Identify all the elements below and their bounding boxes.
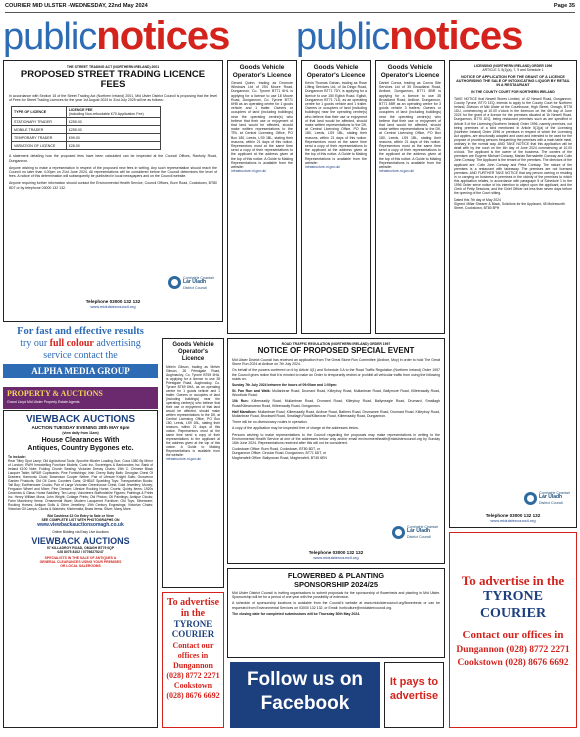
brand: TYRONE COURIER	[479, 589, 547, 621]
fees-table	[11, 106, 161, 150]
goods-vehicle-notice: Goods Vehicle Operator's Licence Melvin Gibson, trading as Melvin Gibson, 28 Priestgate Road, Aughnacloy, Co. Tyrone BT69 6HA, is applying for a licence to use 28 Priestgate Road, Aughnacloy, Co. Tyrone BT69 6HA, as an operating centre for 1 goods vehicle and 1 trailer. Owners or occupiers of land (including buildings) near the operating centre(s) who believe that their use or enjoyment of that land would be affected, should make written representations to the DfI, at Central Licensing Office, PO Box 180, Leeds, LS9 1BL, stating their reasons, within 21 days of this notice. Representors must at the same time send a copy of their representations to the applicant at the address given at the top of this notice. A Guide to Making Representations is available from the website: infrastructure-ni.gov.uk/	[162, 338, 224, 588]
masthead-left: public notices	[3, 14, 230, 58]
website-link[interactable]: infrastructure-ni.gov.uk/	[379, 169, 415, 174]
phone: Telephone 03000 132 132	[85, 299, 141, 304]
masthead-right: public notices	[296, 14, 523, 58]
phone: Telephone 03000 132 132	[308, 550, 364, 555]
notice-title: NOTICE OF PROPOSED SPECIAL EVENT	[257, 346, 415, 355]
viewback-auction-ad: VIEWBACK AUCTIONS AUCTION TUESDAY EVENING 28th MAY 6pm (view daily from 11am) House Clearances With Antiques, Country Bygones etc. To include: Rear Tilley Spot Lamp; Old Agricultural Tools; Spoothe Mizzler Loading Gun; Coca 1080 By Mirror of London; RWH Inmodelling Furniture Models; Curio Inc. Sovereigns & Bankonotes Inc. Bank of Ireland £100 Note; Folding Church Seating; Victorian Dressy Chairs; 19th C. Chinese Black Lacquer Table; WR&R Cupboards; Pine Furnishings; Irish Cherry Baby Bath; Georgian Chest Of Drawers; Harmonic Clock; Bowenson Cooper Settee, Pair of Lifesize Knight Suits; Grosvenor Garden Products; Old Oil Cans; Counters Cans; GHIBLE Sparkling Toys; Transportation Books; Tall Boy; Earthenware Crocks; Pair of Large Victorian Greenhouse Chest; Gold Jewellery; Money; Ferguson Wheel and Mixer; Pine Dresser; Lifesize Rocking Horse; Cruets; Quirky Items; 1920s Ceramics & Glass; Horse Saddlery; Ten Lamp; Volunteers Staffordshire Figures; Paintings & Prints Inc. Henry William Moss; John Wright; Cottage Prints; Old Photos; Oil Paintings; Antique Clocks; Farm Machinery Items; Ornamental Ware; Modern Lacquered Furniture; Old Toys; Silverware; Rocking Horses; Antique Dolls & Other Jewellery; 19th Century Engravings; Victorian Chairs; Victorian Oil Lamps; Clocks & Watches; Kitchenalia; Brass Items; Silver; Many More. Bid Cashless £2 On Entry to Sale or View SEE COMPLETE LIST WITH PHOTOGRAPHS ON www.viewbackauctionsomagh.co.uk Online Bidding via Easy Live Auctions VIEWBACK AUCTIONS 57 KILLADROY ROAD, OMAGH BT79 0QP 028 8075 8102 / 07766275247 SPECIALISTS IN THE SALE OF ANTIQUES & GENERAL CLEARANCES USING YOUR PREMISES OR LOCAL SALEROOMS	[3, 410, 158, 728]
website-link[interactable]: www.viewbackauctionsomagh.co.uk	[37, 521, 124, 528]
page-number: Page 35	[553, 3, 575, 9]
paragraph: A statement detailing how the proposed fees have been calculated can be inspected at the Council Offices, Ranfurly Road, Dungannon.	[9, 154, 217, 163]
table-row: STATIONARY TRADER £255.00	[12, 118, 161, 126]
website-link[interactable]: infrastructure-ni.gov.uk/	[231, 169, 267, 174]
facebook-ad[interactable]: Follow us on Facebook	[230, 662, 380, 728]
banner: ALPHA MEDIA GROUP	[3, 364, 158, 378]
table-row: TEMPORARY TRADER £99.00	[12, 134, 161, 142]
page-header	[5, 3, 575, 13]
website-link[interactable]: infrastructure-ni.gov.uk/	[166, 457, 202, 461]
property-auctions-banner: PROPERTY & AUCTIONS Grand Lloyd Mid Ulster Property Estate Agents	[3, 387, 158, 409]
notice-title: Goods Vehicle Operator's Licence	[306, 64, 366, 79]
tyrone-courier-ad: To advertise in the TYRONE COURIER Contact our offices in Dungannon (028) 8772 2271 Cookstown (028) 8676 6692	[162, 592, 224, 728]
website-link[interactable]: infrastructure-ni.gov.uk/	[305, 165, 341, 170]
paragraph: Anyone requiring further information should contact the Environmental Health Service, Council Offices, Burn Road, Cookstown, BT80 8DT or by telephone 03000 132 132.	[9, 181, 217, 190]
notice-title: PROPOSED STREET TRADING LICENCE FEES	[20, 69, 206, 90]
notice-title: Goods Vehicle Operator's Licence	[232, 64, 292, 79]
intro-text: In accordance with Section 15 of the Street Trading Act (Northern Ireland) 2001, Mid Ulster District Council is proposing that the level of Fees for Street Trading Licences for the year 1st August 2024 to 31st July 2025 will be as follows:	[9, 94, 217, 103]
website-link[interactable]: www.midulstercouncil.org	[490, 518, 536, 523]
table-row: VARIATION OF LICENCE £28.00	[12, 142, 161, 150]
road-traffic-notice: ROAD TRAFFIC REGULATION (NORTHERN IRELAND) ORDER 1997 NOTICE OF PROPOSED SPECIAL EVENT Mid Ulster District Council has received an application from The Great Stone Run Committee (Ardboe, Moy) in order to hold The Great Stone Run 2024 at Ardboe on 7th July 2024. On behalf of the powers conferred on it by Article 4(1) and Schedule 3 A to the Road Traffic Regulation (Northern Ireland) Order 1997 the Council gives notice that it is minded to make an Order to temporarily restrict or prohibit all vehicular traffic from using the following roads on: Sunday 7th July 2024 between the hours of 09:00am and 1:00pm: St. Fan Run and Walk: Mullanbrae Road, Drumard Road, Killeyboy Road, Mullanbrae Road, Ballymore Road, Killeeraadly Road, Woodlock Road. 10k Run: Killeeraadly Road, Mullanbrae Road, Drumard Road, Killeyboy Road, Ballyneagle Road, Drumard, Smallagh Road/Killeanorean Road, Killeeraadly Road, Dungannon. Half Marathon: Mullanbrae Road, Killeeraadly Road, Ardboe Road, Bathers Road, Drumanee Road, Drumard Road, Killeyboy Road, Mullanbrae Road, Brockwell Road, Smallagh Road/Kilkeoran Road, Killeeraadly Road, Dungannon. There will be no diversionary routes in operation. A copy of the application may be inspected free of charge at the addresses below. Persons wishing to make representations to the Council regarding the proposals may make representations in writing to the Environmental Health Service at one of the addresses below only and/or email environmenthealth@midulstercouncil.org by Sunday 16th June 2024. Representations received after this will not be considered. Cookstown Office: Burn Road, Cookstown, BT80 8DT, or Dungannon Office: Circular Road, Dungannon, BT71 6DT, or Magherafelt Office: Ballyronan Road, Magherafelt, BT45 6EN Comhairle Ceantair Lár Uladh District Council Telephone 03000 132 132 www.midulstercouncil.org	[227, 338, 445, 564]
goods-vehicle-notice: Goods Vehicle Operator's Licence Gerard Quinn, trading as Dromore Windows Ltd of 254 Moore Road, Dungannon, Co. Tyrone BT71 6HL is applying for a licence to use 18 Moore Road, Dungannon, Co. Tyrone BT71 6HB as an operating centre for 1 goods vehicle and 1 trailer. Owners or occupiers of land (including buildings) near the operating centre(s) who believe that their use or enjoyment of that land would be affected, should make written representations to the TRL at Central Licensing Office, PO Box 180, Leeds, LS9 1BL, stating their reasons, within 21 days of this notice. Representors must at the same time send a copy of their representations to the applicant at the address given at the top of this notice. A Guide to Making Representations is available from the website: infrastructure-ni.gov.uk/	[227, 60, 297, 334]
goods-vehicle-notice: Goods Vehicle Operator's Licence Kevin Thomas Gahan, trading as Rose Lifting Services Ltd, of 4a Dingo Road, Dungannon BT71 7DY, is applying for a licence to use 150 Eglish Road, Eglish, Dungannon BT71 7LD, as an operating centre for 1 goods vehicle and 1 trailer. Owners or occupiers of land (including buildings) near the operating centre(s) who believe that their use or enjoyment of that land would be affected, should make written representations to the DfI, at Central Licensing Office, PO Box 180, Leeds, LS9 1BL, stating their reasons, within 21 days of this notice. Representors must at the same time send a copy of their representations to the applicant at the address given at the top of this notice. A Guide to Making Representations is available from the website: infrastructure-ni.gov.uk/	[301, 60, 371, 334]
council-logo-icon	[392, 526, 405, 539]
brand: TYRONE COURIER	[171, 619, 215, 639]
notice-title: Goods Vehicle Operator's Licence	[380, 64, 440, 79]
tyrone-courier-ad: To advertise in the TYRONE COURIER Contact our offices in Dungannon (028) 8772 2271 Cookstown (028) 8676 6692	[449, 532, 577, 728]
header-left: COURIER MID ULSTER -WEDNESDAY, 22nd May 2024	[5, 3, 148, 9]
council-logo-icon	[524, 492, 537, 505]
fast-results-ad: For fast and effective results try our full colour advertising service contact the ALPHA MEDIA GROUP	[3, 326, 158, 384]
item-list: Rear Tilley Spot Lamp; Old Agricultural Tools; Spoothe Mizzler Loading Gun; Coca 1080 By Mirror of London; RWH Inmodelling Furniture Models; Curio Inc. Sovereigns & Bankonotes Inc. Bank of Ireland £100 Note; Folding Church Seating; Victorian Dressy Chairs; 19th C. Chinese Black Lacquer Table; WR&R Cupboards; Pine Furnishings; Irish Cherry Baby Bath; Georgian Chest Of Drawers; Harmonic Clock; Bowenson Cooper Settee, Pair of Lifesize Knight Suits; Grosvenor Garden Products; Old Oil Cans; Counters Cans; GHIBLE Sparkling Toys; Transportation Books; Tall Boy; Earthenware Crocks; Pair of Large Victorian Greenhouse Chest; Gold Jewellery; Money; Ferguson Wheel and Mixer; Pine Dresser; Lifesize Rocking Horse; Cruets; Quirky Items; 1920s Ceramics & Glass; Horse Saddlery; Ten Lamp; Volunteers Staffordshire Figures; Paintings & Prints Inc. Henry William Moss; John Wright; Cottage Prints; Old Photos; Oil Paintings; Antique Clocks; Farm Machinery Items; Ornamental Ware; Modern Lacquered Furniture; Old Toys; Silverware; Rocking Horses; Antique Dolls & Other Jewellery; 19th Century Engravings; Victorian Chairs; Victorian Oil Lamps; Clocks & Watches; Kitchenalia; Brass Items; Silver; Many More.	[8, 458, 153, 511]
paragraph: Anyone wishing to make a representation in respect of the proposed new fees in writing. Any such representation should reach the Council no later than 4.00pm on 21st June 2024. All representations will be considered before the Council determines the level of fees. A notice of this determination will subsequently be published in local newspapers and on the Council website.	[9, 165, 217, 179]
auction-title: VIEWBACK AUCTIONS	[25, 414, 136, 425]
table-header: TYPE OF LICENCE LICENCE FEE (including Non-refundable £70 Application Fee)	[12, 107, 161, 118]
goods-vehicle-notice: Goods Vehicle Operator's Licence Daniel Conva, trading as Conva Site Services Ltd of 35 Broadland Road, Ardboe, Dungannon, BT71 5BR is applying for a licence to use 35 Broadland Road, Ardboe, Dungannon, BT71 5BR as an operating centre for 3 goods vehicle 3 trailers. Owners or occupiers of land (including buildings) near the operating centre(s) who believe that their use or enjoyment of that land would be affected, should make written representations to the DfI, at Central Licensing Office, PO Box 180, Leeds, LS9 1BL, stating their reasons, within 21 days of this notice. Representors must at the same time send a copy of their representations to the applicant at the address given at the top of this notice. A Guide to Making Representations is available from the website: infrastructure-ni.gov.uk/	[375, 60, 445, 334]
phone: Telephone 03000 132 132	[485, 513, 541, 518]
pays-to-advertise-ad: It pays to advertise	[384, 662, 444, 728]
notice-title: NOTICE OF APPLICATION FOR THE GRANT OF A LICENCE AUTHORISING THE SALE OF INTOXICATING LIQUOR BY RETAIL IN A RESTAURANT	[456, 75, 570, 87]
council-logo: Comhairle Ceantair Lár Uladh District Council	[392, 525, 438, 539]
council-logo: Comhairle Ceantair Lár Uladh District Council	[524, 491, 570, 505]
street-trading-notice	[3, 60, 223, 322]
website-link[interactable]: www.midulstercouncil.org	[313, 555, 359, 560]
council-logo: Comhairle Ceantair Lár Uladh District Council	[168, 276, 214, 290]
table-row: MOBILE TRADER £255.00	[12, 126, 161, 134]
council-logo-icon	[168, 276, 181, 289]
act-title: THE STREET TRADING ACT (NORTHERN IRELAND) 2001	[66, 65, 160, 69]
notice-title: Goods Vehicle Operator's Licence	[172, 342, 214, 362]
licensing-notice: LICENSING (NORTHERN IRELAND) ORDER 1996 ARTICLE 3, 5(1)(a), 7, 9 and Schedule 1 NOTICE OF APPLICATION FOR THE GRANT OF A LICENCE AUTHORISING THE SALE OF INTOXICATING LIQUOR BY RETAIL IN A RESTAURANT IN THE COUNTY COURT FOR NORTHERN IRELAND TAKE NOTICE that Newell Stores Limited, of 42 Newell Road, Dungannon, County Tyrone, BT70 1EQ, intends to apply to the County Court for Northern Ireland, Division of Mid Ulster at the Courthouse, High Street, Omagh, BT78 1DU, commencing at 10.00 o'clock in the forenoon on the 4th day of June 2024 for the grant of a licence for the premises situated at 1b Newell Road, Dungannon, BT70 1EQ, being restaurant premises such as are specified in Article 5 of the Licensing (Northern Ireland) Order 1996, namely premises, not being premises of a kind mentioned in Article 5(1)(a) of the Licensing (Northern Ireland) Order 1996 or premises in respect of which the Licensing Act applies, are structurally adapted and used and intended to be used for the purpose of providing persons frequenting the premises with a main table meal, ordinary in the normal way. AND TAKE NOTICE that this application will be dealt with by the court on the 4th day of June 2024 commencing at 10.00 o'clock. The applicant is the owner of the business. The owners of the premises are Eugene Michael Conway, Marian Bernadette Conway and Colin John Conway. The Applicant is the tenant of the premises. The directors of the applicant are: Colin John Conway and Petra Conway. The nature of the premises is a restaurant with takeaway. The premises are not licensed premises. AND FURTHER TAKE NOTICE that any person owning or residing in or carrying on business in premises in the vicinity of the premises to which this application relates, in accordance with paragraph 5 of Schedule 1 to the 1996 Order serve notice of his intention to object upon the applicant, and the Clerk of Petty Sessions, and the Chief Officer not less than seven days before the opening of the Court sitting. Dated this 7th day of May 2024 Signed: Millar Shearer & Black, Solicitors for the Applicant, 48 Molesworth Street, Cookstown, BT80 8PH Comhairle Ceantair Lár Uladh District Council Telephone 03000 132 132 www.midulstercouncil.org	[449, 60, 577, 528]
website-link[interactable]: www.midulstercouncil.org	[90, 304, 136, 309]
flowerbed-notice: FLOWERBED & PLANTING SPONSORSHIP 2024/25 Mid Ulster District Council is inviting organisations to submit proposals for the sponsorship of flowerbeds and planting in Mid Ulster. Sponsorship will be for a period of one year with the possibility of extension. A schedule of sponsorship locations is available from the Council's website at www.midulstercouncil.org/flowerbeds or can be requested from Environmental Services on 03000 132 132, or Email: horticulture@midulstercouncil.org. The closing date for completed submissions will be Thursday 30th May 2024.	[227, 568, 445, 658]
